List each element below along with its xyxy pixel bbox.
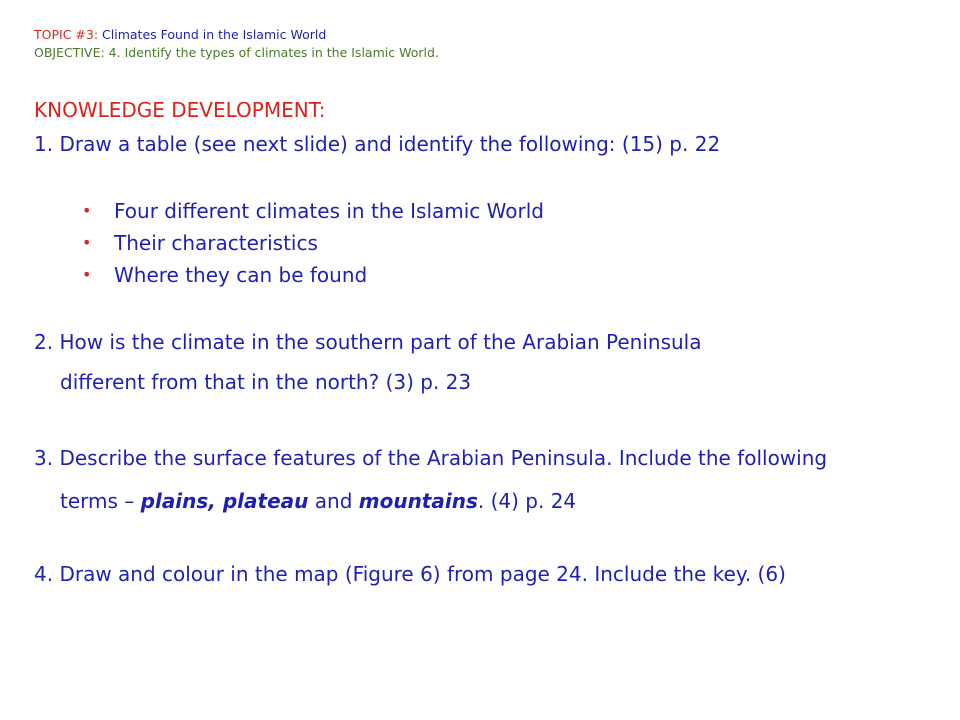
bullet-icon: • (82, 201, 92, 220)
question-2-line-1: 2. How is the climate in the southern part of the Arabian Peninsula (34, 330, 702, 354)
q3-terms-prefix: terms – (60, 489, 141, 513)
question-1-bullets (82, 195, 544, 291)
bullet-item (82, 227, 544, 259)
bullet-item (82, 259, 544, 291)
topic-label: TOPIC #3: (34, 27, 99, 42)
bullet-icon: • (82, 233, 92, 252)
topic-text: Climates Found in the Islamic World (102, 27, 327, 42)
question-1: 1. Draw a table (see next slide) and identify the following: (15) p. 22 (34, 132, 721, 156)
q3-terms-suffix: . (4) p. 24 (477, 489, 577, 513)
bullet-text: Their characteristics (114, 231, 318, 255)
bullet-text: Four different climates in the Islamic World (114, 199, 544, 223)
bullet-text: Where they can be found (114, 263, 368, 287)
question-4: 4. Draw and colour in the map (Figure 6) from page 24. Include the key. (6) (34, 562, 786, 586)
q3-term-plains-plateau: plains, plateau (140, 489, 309, 513)
question-3-line-2 (60, 489, 576, 513)
question-2-line-2: different from that in the north? (3) p. 23 (60, 370, 472, 394)
topic-line (34, 27, 326, 43)
q3-terms-and: and (308, 489, 359, 513)
objective-line: OBJECTIVE: 4. Identify the types of climates in the Islamic World. (34, 45, 439, 60)
section-heading: KNOWLEDGE DEVELOPMENT: (34, 98, 326, 122)
question-3-line-1: 3. Describe the surface features of the Arabian Peninsula. Include the following (34, 446, 828, 470)
q3-term-mountains: mountains (358, 489, 478, 513)
bullet-icon: • (82, 265, 92, 284)
bullet-item (82, 195, 544, 227)
